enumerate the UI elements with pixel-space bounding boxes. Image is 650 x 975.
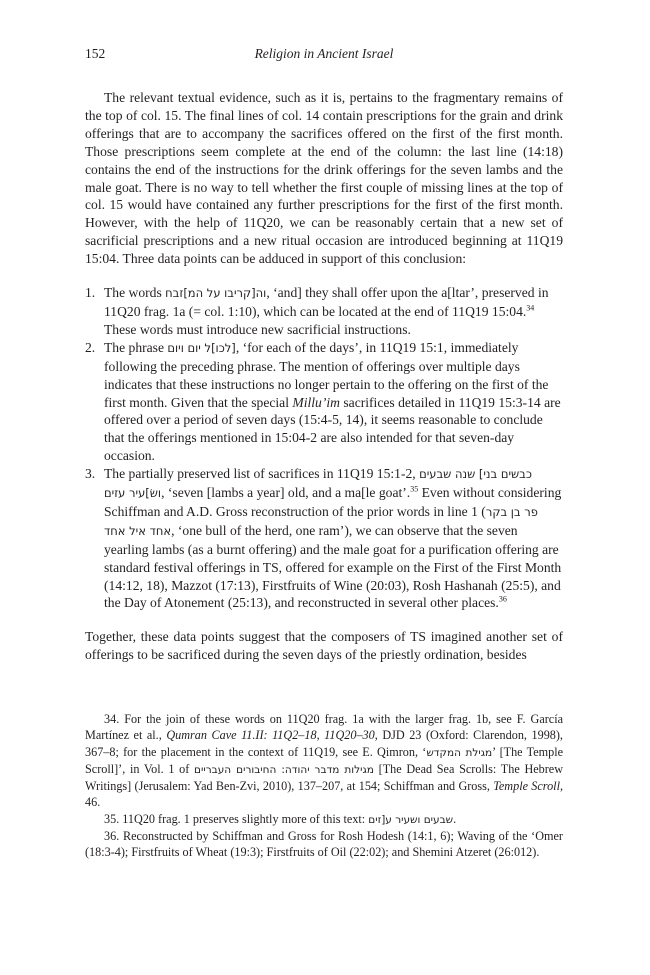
footnote-text: 35. 11Q20 frag. 1 preserves slightly more of this text: xyxy=(104,811,369,826)
italic-term: Millu’im xyxy=(292,394,340,410)
hebrew-text: מגילות מדבר יהודה: החיבורים העבריים xyxy=(194,763,374,776)
running-title: Religion in Ancient Israel xyxy=(254,46,394,61)
footnote-34 xyxy=(85,711,563,811)
hebrew-text: מגילת המקדש xyxy=(426,746,493,759)
footnote-ref: 36 xyxy=(498,594,507,604)
footnote-35 xyxy=(85,811,563,828)
footnote-text: 36. Reconstructed by Schiffman and Gross for Rosh Hodesh (14:1, 6); Waving of the ‘Omer (18:3-4); Firstfruits of Wheat (19:3); Firstfruits of Oil (22:02); and Shemini Atzeret (26:012). xyxy=(85,829,563,860)
footnote-text: ’ [The Temple Scroll]’, in Vol. 1 of xyxy=(85,744,563,776)
footnote-ref: 35 xyxy=(410,484,419,494)
point-text: , ‘and] they shall offer upon the a[ltar’, preserved in 11Q20 frag. 1a (= col. 1:10), which can be located at the end of 11Q19 15:04. xyxy=(104,285,549,319)
page-header xyxy=(85,46,563,66)
footnote-text: , DJD 23 (Oxford: Clarendon, 1998), 367–8; for the placement in the context of 11Q19, see E. Qimron, ‘ xyxy=(85,728,563,759)
point-text: The partially preserved list of sacrifices in 11Q19 15:1-2, xyxy=(104,466,420,482)
footnote-text: 34. For the join of these words on 11Q20 frag. 1a with the larger frag. 1b, see F. García Martínez et al., xyxy=(85,712,563,743)
hebrew-text: כבשים בני] שנה שבעים ושׂ]עיר עזים xyxy=(104,467,532,501)
point-text: sacrifices detailed in 11Q19 15:3-14 are offered over a period of seven days (15:4-5, 14), it seems reasonable to conclude that the offerings mentioned in 15:04-2 are also intended for that seven-day occasion. xyxy=(104,394,561,464)
footnote-text: , 46. xyxy=(85,779,563,810)
italic-title: Temple Scroll xyxy=(493,779,560,794)
point-text: , ‘for each of the days’, in 11Q19 15:1, immediately following the preceding phrase. The mention of offerings over multiple days indicates that these instructions no longer pertain to the offering on the first of the first month. Given that the special xyxy=(104,339,549,410)
point-text: These words must introduce new sacrificial instructions. xyxy=(104,321,411,337)
footnote-36 xyxy=(85,828,563,861)
footnotes xyxy=(85,711,563,861)
footnote-text: . xyxy=(453,811,457,826)
point-text: , ‘seven [lambs a year] old, and a ma[le goat’. xyxy=(161,485,411,501)
hebrew-text: פר בן בקר אחד איל אחד xyxy=(104,504,538,538)
hebrew-text: וה[קריבו על המ]זבח xyxy=(165,286,267,301)
data-point-1 xyxy=(85,284,563,339)
list-number: 1. xyxy=(85,285,96,301)
point-text: The phrase xyxy=(104,339,168,355)
point-text: Even without considering Schiffman and A.D. Gross reconstruction of the prior words in line 1 ( xyxy=(104,485,562,519)
list-number: 2. xyxy=(85,339,96,355)
page-number: 152 xyxy=(85,46,106,61)
data-points-list xyxy=(85,284,563,612)
point-text: , ‘one bull of the herd, one ram’), we can observe that the seven yearling lambs (as a burnt offering) and the male goat for a purification offering are standard festival offerings in TS, offered for example on the First of the First Month (14:12, 18), Mazzot (17:13), Firstfruits of Wine (20:03), Rosh Hashanah (25:5), and the Day of Atonement (25:13), and reconstructed in several other places. xyxy=(104,522,562,611)
hebrew-text: שבעים ושעיר ע[זים xyxy=(368,813,454,826)
data-point-3 xyxy=(85,465,563,612)
point-text: The words xyxy=(104,285,166,301)
italic-title: Qumran Cave 11.II: 11Q2–18, 11Q20–30 xyxy=(166,728,375,743)
footnote-text: [The Dead Sea Scrolls: The Hebrew Writings] (Jerusalem: Yad Ben-Zvi, 2010), 137–207, at 154; Schiffman and Gross, xyxy=(85,761,564,794)
list-number: 3. xyxy=(85,466,96,482)
paragraph-conclusion: Together, these data points suggest that the composers of TS imagined another set of offerings to be sacrificed during the seven days of the priestly ordination, besides xyxy=(85,629,563,663)
hebrew-text: [לכו]ל יום ויום xyxy=(167,340,236,355)
data-point-2 xyxy=(85,339,563,465)
footnote-ref: 34 xyxy=(526,303,535,313)
main-text xyxy=(85,89,563,664)
paragraph-intro: The relevant textual evidence, such as it is, pertains to the fragmentary remains of the top of col. 15. The final lines of col. 14 contain prescriptions for the grain and drink offerings that are to accompany the sacrifices offered on the first of the first month. Those prescriptions seem complete at the end of the column: the last line (14:18) contains the end of the instructions for the drink offerings for the seven lambs and the male goat. There is no way to tell whether the first couple of missing lines at the top of col. 15 would have contained any further prescriptions for the first of the first month. However, with the help of 11Q20, we can be reasonably certain that a new set of sacrificial prescriptions and a new ritual occasion are introduced beginning at 11Q19 15:04. Three data points can be adduced in support of this conclusion: xyxy=(85,90,563,267)
